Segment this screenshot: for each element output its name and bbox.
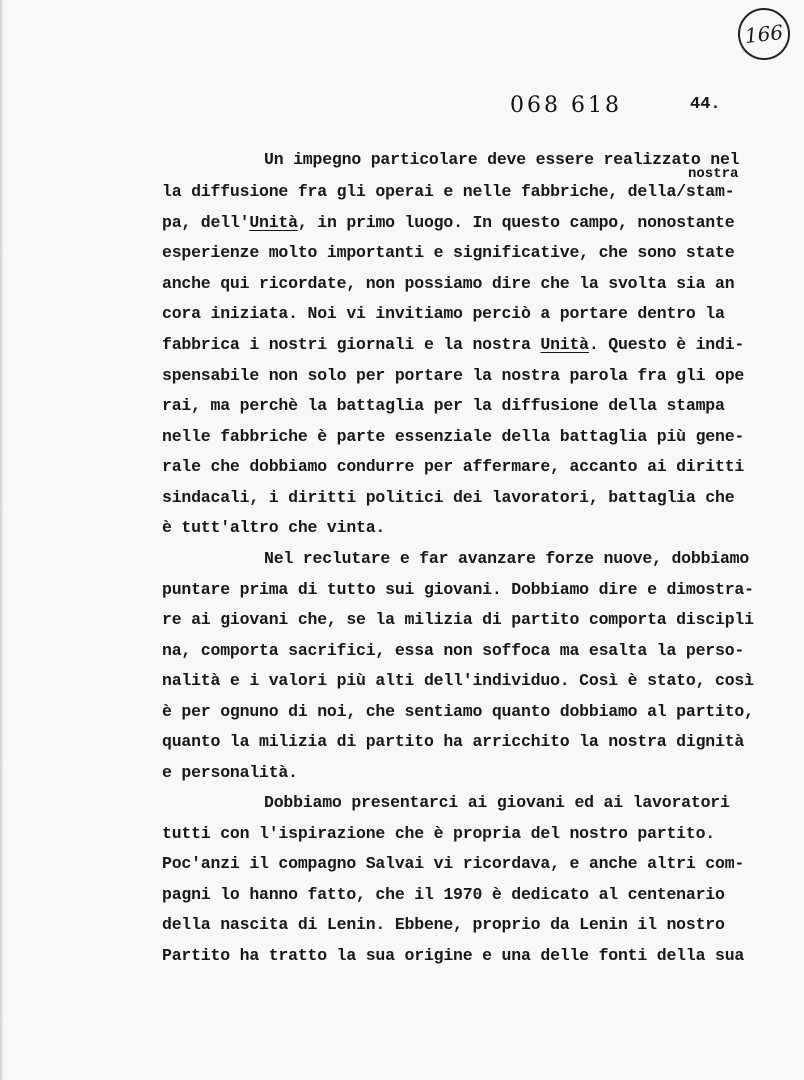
text-line: rai, ma perchè la battaglia per la diffusione della stampa	[162, 396, 725, 415]
text-line: anche qui ricordate, non possiamo dire che la svolta sia an	[162, 274, 735, 293]
text-line: della nascita di Lenin. Ebbene, proprio da Lenin il nostro	[162, 915, 725, 934]
text-line: e personalità.	[162, 763, 298, 782]
text-line: la diffusione fra gli operai e nelle fabbriche, della/stam-	[162, 182, 735, 201]
text-line: Poc'anzi il compagno Salvai vi ricordava, e anche altri com-	[162, 854, 745, 873]
text-line: cora iniziata. Noi vi invitiamo perciò a portare dentro la	[162, 304, 725, 323]
text-line: sindacali, i diritti politici dei lavoratori, battaglia che	[162, 488, 735, 507]
text-line: puntare prima di tutto sui giovani. Dobbiamo dire e dimostra-	[162, 580, 754, 599]
text-line: spensabile non solo per portare la nostra parola fra gli ope	[162, 366, 745, 385]
text-line: è per ognuno di noi, che sentiamo quanto dobbiamo al partito,	[162, 702, 754, 721]
text-line: pa, dell'Unità, in primo luogo. In questo campo, nonostante	[162, 213, 735, 232]
text-line: quanto la milizia di partito ha arricchito la nostra dignità	[162, 732, 745, 751]
text-line: esperienze molto importanti e significative, che sono state	[162, 243, 735, 262]
page-edge-shadow	[0, 0, 4, 1080]
text-line: nelle fabbriche è parte essenziale della battaglia più gene-	[162, 427, 745, 446]
text-line: fabbrica i nostri giornali e la nostra Unità. Questo è indi-	[162, 335, 745, 354]
text-line: rale che dobbiamo condurre per affermare, accanto ai diritti	[162, 457, 745, 476]
text-line: nalità e i valori più alti dell'individuo. Così è stato, così	[162, 671, 754, 690]
text-line: è tutt'altro che vinta.	[162, 518, 386, 537]
text-line: Dobbiamo presentarci ai giovani ed ai lavoratori	[264, 793, 730, 812]
text-line: Nel reclutare e far avanzare forze nuove, dobbiamo	[264, 549, 750, 568]
text-line: re ai giovani che, se la milizia di partito comporta discipli	[162, 610, 754, 629]
text-line: Un impegno particolare deve essere realizzato nel	[264, 150, 740, 169]
page-number: 44.	[690, 95, 721, 114]
text-line: Partito ha tratto la sua origine e una delle fonti della sua	[162, 946, 745, 965]
text-line: tutti con l'ispirazione che è propria del nostro partito.	[162, 824, 715, 843]
text-line: na, comporta sacrifici, essa non soffoca ma esalta la perso-	[162, 641, 745, 660]
handwritten-insertion: nostra	[688, 166, 739, 182]
text-line: pagni lo hanno fatto, che il 1970 è dedicato al centenario	[162, 885, 725, 904]
page-stamp: 166	[735, 5, 792, 62]
document-number: 068 618	[510, 93, 622, 118]
